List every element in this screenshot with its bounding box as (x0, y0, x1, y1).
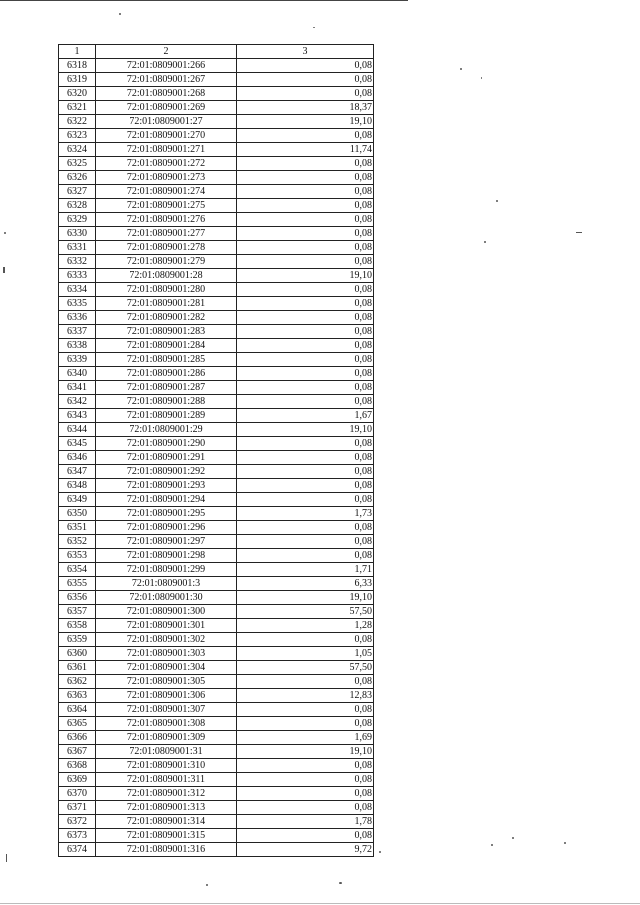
column-header-3: 3 (237, 45, 374, 59)
table-row (59, 353, 374, 367)
row-number-cell: 6363 (59, 689, 96, 703)
cadastral-number-cell: 72:01:0809001:285 (96, 353, 237, 367)
value-cell: 0,08 (237, 171, 374, 185)
cadastral-number-cell: 72:01:0809001:304 (96, 661, 237, 675)
cadastral-number-cell: 72:01:0809001:278 (96, 241, 237, 255)
row-number-cell: 6318 (59, 59, 96, 73)
table-row (59, 339, 374, 353)
cadastral-number-cell: 72:01:0809001:297 (96, 535, 237, 549)
row-number-cell: 6348 (59, 479, 96, 493)
table-row (59, 717, 374, 731)
table-row (59, 577, 374, 591)
cadastral-number-cell: 72:01:0809001:273 (96, 171, 237, 185)
value-cell: 1,28 (237, 619, 374, 633)
value-cell: 0,08 (237, 703, 374, 717)
value-cell: 12,83 (237, 689, 374, 703)
cadastral-number-cell: 72:01:0809001:301 (96, 619, 237, 633)
value-cell: 0,08 (237, 633, 374, 647)
row-number-cell: 6327 (59, 185, 96, 199)
row-number-cell: 6356 (59, 591, 96, 605)
row-number-cell: 6365 (59, 717, 96, 731)
table-body (59, 59, 374, 857)
table-row (59, 731, 374, 745)
scan-speck (119, 13, 121, 15)
cadastral-number-cell: 72:01:0809001:287 (96, 381, 237, 395)
table-row (59, 759, 374, 773)
cadastral-number-cell: 72:01:0809001:306 (96, 689, 237, 703)
row-number-cell: 6357 (59, 605, 96, 619)
cadastral-number-cell: 72:01:0809001:314 (96, 815, 237, 829)
row-number-cell: 6346 (59, 451, 96, 465)
value-cell: 1,67 (237, 409, 374, 423)
cadastral-number-cell: 72:01:0809001:270 (96, 129, 237, 143)
row-number-cell: 6339 (59, 353, 96, 367)
row-number-cell: 6354 (59, 563, 96, 577)
table-row (59, 255, 374, 269)
value-cell: 0,08 (237, 479, 374, 493)
row-number-cell: 6323 (59, 129, 96, 143)
row-number-cell: 6331 (59, 241, 96, 255)
value-cell: 19,10 (237, 745, 374, 759)
cadastral-number-cell: 72:01:0809001:271 (96, 143, 237, 157)
cadastral-number-cell: 72:01:0809001:281 (96, 297, 237, 311)
value-cell: 0,08 (237, 451, 374, 465)
value-cell: 0,08 (237, 367, 374, 381)
cadastral-number-cell: 72:01:0809001:303 (96, 647, 237, 661)
cadastral-number-cell: 72:01:0809001:268 (96, 87, 237, 101)
table-row (59, 129, 374, 143)
value-cell: 0,08 (237, 241, 374, 255)
table-row (59, 227, 374, 241)
cadastral-number-cell: 72:01:0809001:279 (96, 255, 237, 269)
row-number-cell: 6329 (59, 213, 96, 227)
table-row (59, 801, 374, 815)
value-cell: 19,10 (237, 115, 374, 129)
row-number-cell: 6332 (59, 255, 96, 269)
column-header-2: 2 (96, 45, 237, 59)
row-number-cell: 6369 (59, 773, 96, 787)
value-cell: 18,37 (237, 101, 374, 115)
cadastral-number-cell: 72:01:0809001:293 (96, 479, 237, 493)
value-cell: 0,08 (237, 325, 374, 339)
cadastral-number-cell: 72:01:0809001:292 (96, 465, 237, 479)
value-cell: 11,74 (237, 143, 374, 157)
table-row (59, 507, 374, 521)
cadastral-number-cell: 72:01:0809001:289 (96, 409, 237, 423)
value-cell: 0,08 (237, 255, 374, 269)
cadastral-number-cell: 72:01:0809001:282 (96, 311, 237, 325)
table-row (59, 437, 374, 451)
row-number-cell: 6325 (59, 157, 96, 171)
row-number-cell: 6347 (59, 465, 96, 479)
scan-speck (460, 68, 462, 70)
row-number-cell: 6345 (59, 437, 96, 451)
column-header-1: 1 (59, 45, 96, 59)
table-row (59, 87, 374, 101)
cadastral-number-cell: 72:01:0809001:274 (96, 185, 237, 199)
table-row (59, 787, 374, 801)
row-number-cell: 6335 (59, 297, 96, 311)
row-number-cell: 6350 (59, 507, 96, 521)
value-cell: 0,08 (237, 535, 374, 549)
value-cell: 1,73 (237, 507, 374, 521)
cadastral-number-cell: 72:01:0809001:316 (96, 843, 237, 857)
row-number-cell: 6371 (59, 801, 96, 815)
row-number-cell: 6352 (59, 535, 96, 549)
cadastral-number-cell: 72:01:0809001:308 (96, 717, 237, 731)
value-cell: 0,08 (237, 73, 374, 87)
cadastral-number-cell: 72:01:0809001:291 (96, 451, 237, 465)
table-row (59, 423, 374, 437)
value-cell: 0,08 (237, 395, 374, 409)
cadastral-number-cell: 72:01:0809001:284 (96, 339, 237, 353)
value-cell: 0,08 (237, 787, 374, 801)
table-row (59, 563, 374, 577)
table-row (59, 829, 374, 843)
row-number-cell: 6328 (59, 199, 96, 213)
value-cell: 0,08 (237, 353, 374, 367)
cadastral-number-cell: 72:01:0809001:296 (96, 521, 237, 535)
row-number-cell: 6340 (59, 367, 96, 381)
row-number-cell: 6334 (59, 283, 96, 297)
row-number-cell: 6319 (59, 73, 96, 87)
row-number-cell: 6366 (59, 731, 96, 745)
scan-speck (379, 851, 381, 853)
table-row (59, 381, 374, 395)
scan-speck (6, 854, 7, 862)
value-cell: 0,08 (237, 199, 374, 213)
scan-speck (491, 844, 493, 846)
row-number-cell: 6370 (59, 787, 96, 801)
cadastral-number-cell: 72:01:0809001:299 (96, 563, 237, 577)
row-number-cell: 6353 (59, 549, 96, 563)
value-cell: 0,08 (237, 381, 374, 395)
table-row (59, 269, 374, 283)
table-row (59, 479, 374, 493)
cadastral-number-cell: 72:01:0809001:280 (96, 283, 237, 297)
cadastral-number-cell: 72:01:0809001:312 (96, 787, 237, 801)
value-cell: 9,72 (237, 843, 374, 857)
value-cell: 0,08 (237, 185, 374, 199)
cadastral-number-cell: 72:01:0809001:315 (96, 829, 237, 843)
row-number-cell: 6343 (59, 409, 96, 423)
value-cell: 6,33 (237, 577, 374, 591)
cadastral-number-cell: 72:01:0809001:283 (96, 325, 237, 339)
table-row (59, 115, 374, 129)
table-row (59, 157, 374, 171)
table-row (59, 703, 374, 717)
row-number-cell: 6372 (59, 815, 96, 829)
value-cell: 1,71 (237, 563, 374, 577)
row-number-cell: 6342 (59, 395, 96, 409)
value-cell: 0,08 (237, 465, 374, 479)
value-cell: 0,08 (237, 297, 374, 311)
cadastral-number-cell: 72:01:0809001:27 (96, 115, 237, 129)
table-row (59, 675, 374, 689)
row-number-cell: 6351 (59, 521, 96, 535)
table-row (59, 619, 374, 633)
table-row (59, 325, 374, 339)
row-number-cell: 6355 (59, 577, 96, 591)
row-number-cell: 6358 (59, 619, 96, 633)
scan-speck (512, 837, 514, 839)
value-cell: 0,08 (237, 493, 374, 507)
row-number-cell: 6337 (59, 325, 96, 339)
table-row (59, 283, 374, 297)
value-cell: 0,08 (237, 59, 374, 73)
bottom-edge-rule (0, 903, 640, 904)
table-row (59, 409, 374, 423)
value-cell: 0,08 (237, 437, 374, 451)
table-row (59, 633, 374, 647)
value-cell: 0,08 (237, 759, 374, 773)
row-number-cell: 6349 (59, 493, 96, 507)
cadastral-number-cell: 72:01:0809001:272 (96, 157, 237, 171)
cadastral-number-cell: 72:01:0809001:28 (96, 269, 237, 283)
cadastral-number-cell: 72:01:0809001:275 (96, 199, 237, 213)
scan-speck (576, 232, 582, 233)
value-cell: 1,05 (237, 647, 374, 661)
value-cell: 0,08 (237, 773, 374, 787)
value-cell: 19,10 (237, 269, 374, 283)
table-row (59, 73, 374, 87)
row-number-cell: 6322 (59, 115, 96, 129)
table-row (59, 549, 374, 563)
value-cell: 57,50 (237, 661, 374, 675)
cadastral-number-cell: 72:01:0809001:298 (96, 549, 237, 563)
cadastral-number-cell: 72:01:0809001:31 (96, 745, 237, 759)
row-number-cell: 6361 (59, 661, 96, 675)
scan-speck (339, 882, 342, 884)
cadastral-number-cell: 72:01:0809001:29 (96, 423, 237, 437)
scan-speck (313, 27, 315, 28)
table-row (59, 185, 374, 199)
table-row (59, 241, 374, 255)
value-cell: 0,08 (237, 339, 374, 353)
table-row (59, 591, 374, 605)
value-cell: 0,08 (237, 549, 374, 563)
table-row (59, 521, 374, 535)
table-row (59, 367, 374, 381)
table-header-row (59, 45, 374, 59)
value-cell: 1,69 (237, 731, 374, 745)
value-cell: 0,08 (237, 717, 374, 731)
cadastral-table (58, 44, 374, 857)
cadastral-number-cell: 72:01:0809001:300 (96, 605, 237, 619)
table-row (59, 465, 374, 479)
value-cell: 57,50 (237, 605, 374, 619)
table-row (59, 815, 374, 829)
value-cell: 0,08 (237, 129, 374, 143)
row-number-cell: 6364 (59, 703, 96, 717)
table-row (59, 745, 374, 759)
cadastral-number-cell: 72:01:0809001:266 (96, 59, 237, 73)
cadastral-number-cell: 72:01:0809001:307 (96, 703, 237, 717)
table-row (59, 101, 374, 115)
cadastral-number-cell: 72:01:0809001:3 (96, 577, 237, 591)
cadastral-number-cell: 72:01:0809001:276 (96, 213, 237, 227)
table-row (59, 213, 374, 227)
row-number-cell: 6359 (59, 633, 96, 647)
scan-speck (481, 77, 482, 79)
row-number-cell: 6344 (59, 423, 96, 437)
table-row (59, 143, 374, 157)
cadastral-number-cell: 72:01:0809001:290 (96, 437, 237, 451)
cadastral-number-cell: 72:01:0809001:294 (96, 493, 237, 507)
value-cell: 0,08 (237, 521, 374, 535)
cadastral-number-cell: 72:01:0809001:310 (96, 759, 237, 773)
row-number-cell: 6341 (59, 381, 96, 395)
table-row (59, 59, 374, 73)
cadastral-number-cell: 72:01:0809001:267 (96, 73, 237, 87)
row-number-cell: 6333 (59, 269, 96, 283)
row-number-cell: 6336 (59, 311, 96, 325)
table-row (59, 605, 374, 619)
cadastral-number-cell: 72:01:0809001:311 (96, 773, 237, 787)
table-row (59, 647, 374, 661)
cadastral-number-cell: 72:01:0809001:30 (96, 591, 237, 605)
scan-speck (496, 200, 498, 202)
row-number-cell: 6360 (59, 647, 96, 661)
value-cell: 0,08 (237, 87, 374, 101)
value-cell: 0,08 (237, 227, 374, 241)
row-number-cell: 6338 (59, 339, 96, 353)
value-cell: 0,08 (237, 283, 374, 297)
cadastral-number-cell: 72:01:0809001:269 (96, 101, 237, 115)
cadastral-number-cell: 72:01:0809001:286 (96, 367, 237, 381)
row-number-cell: 6367 (59, 745, 96, 759)
value-cell: 0,08 (237, 157, 374, 171)
cadastral-number-cell: 72:01:0809001:288 (96, 395, 237, 409)
table-row (59, 843, 374, 857)
table-row (59, 773, 374, 787)
table-row (59, 535, 374, 549)
top-edge-rule (0, 0, 408, 1)
table-row (59, 199, 374, 213)
row-number-cell: 6373 (59, 829, 96, 843)
value-cell: 0,08 (237, 675, 374, 689)
scan-speck (484, 241, 486, 243)
scan-speck (3, 267, 5, 273)
scan-speck (564, 842, 566, 844)
table-row (59, 451, 374, 465)
table-row (59, 395, 374, 409)
table-row (59, 661, 374, 675)
table-row (59, 297, 374, 311)
table-row (59, 493, 374, 507)
row-number-cell: 6320 (59, 87, 96, 101)
cadastral-number-cell: 72:01:0809001:295 (96, 507, 237, 521)
scan-speck (206, 884, 208, 886)
row-number-cell: 6368 (59, 759, 96, 773)
row-number-cell: 6321 (59, 101, 96, 115)
value-cell: 0,08 (237, 829, 374, 843)
value-cell: 19,10 (237, 591, 374, 605)
table-row (59, 171, 374, 185)
cadastral-number-cell: 72:01:0809001:309 (96, 731, 237, 745)
row-number-cell: 6362 (59, 675, 96, 689)
cadastral-number-cell: 72:01:0809001:313 (96, 801, 237, 815)
row-number-cell: 6330 (59, 227, 96, 241)
table-row (59, 311, 374, 325)
row-number-cell: 6326 (59, 171, 96, 185)
value-cell: 19,10 (237, 423, 374, 437)
value-cell: 0,08 (237, 311, 374, 325)
value-cell: 0,08 (237, 801, 374, 815)
row-number-cell: 6374 (59, 843, 96, 857)
table-row (59, 689, 374, 703)
cadastral-number-cell: 72:01:0809001:302 (96, 633, 237, 647)
scan-speck (4, 232, 6, 234)
cadastral-number-cell: 72:01:0809001:305 (96, 675, 237, 689)
cadastral-number-cell: 72:01:0809001:277 (96, 227, 237, 241)
value-cell: 0,08 (237, 213, 374, 227)
row-number-cell: 6324 (59, 143, 96, 157)
value-cell: 1,78 (237, 815, 374, 829)
